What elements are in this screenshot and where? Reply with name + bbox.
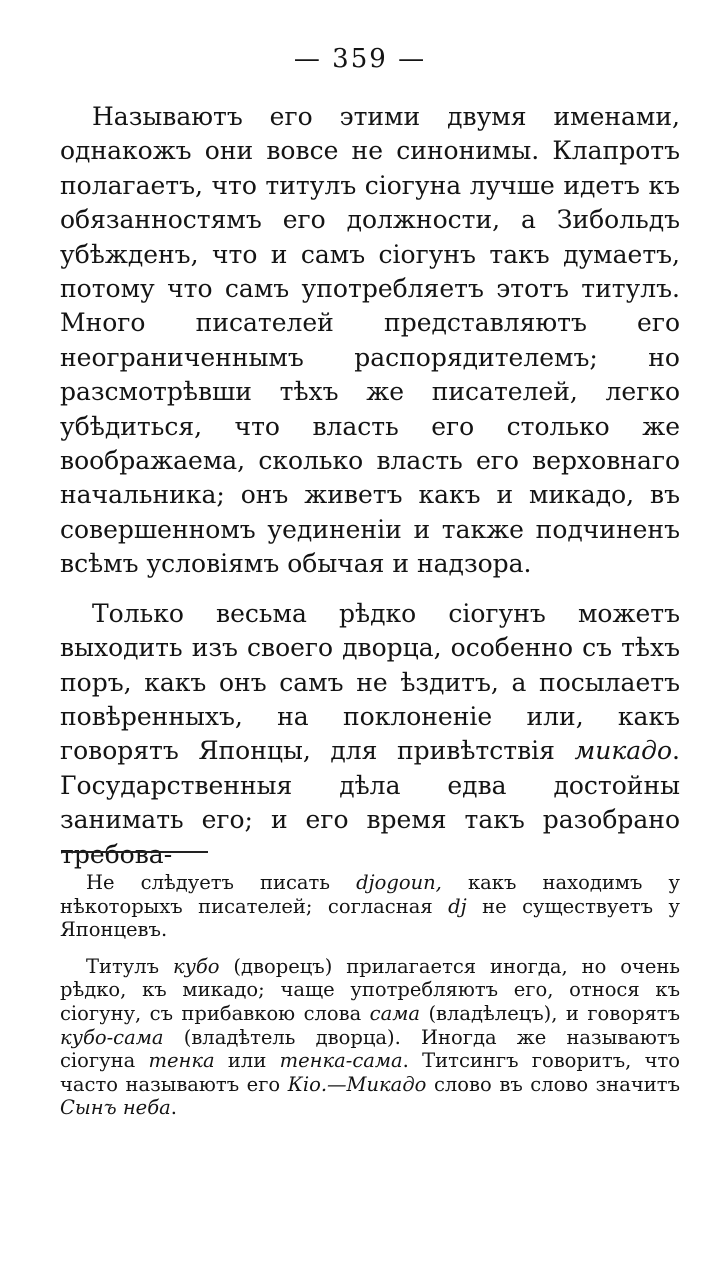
footnote-separator — [62, 851, 208, 853]
page-number: — 359 — — [293, 44, 427, 74]
footnote-2 — [60, 955, 680, 1120]
paragraph-2-text-a: Только весьма рѣдко сіогунъ можетъ выходить изъ своего дворца, особенно съ тѣхъ поръ, какъ онъ самъ не ѣздитъ, а посылаетъ повѣренныхъ, на поклоненіе или, какъ говорятъ Японцы, для привѣтствія — [60, 598, 680, 766]
paragraph-2-italic-mikado: микадо — [574, 736, 673, 766]
footnote-1-italic-dj: dj — [448, 894, 467, 918]
footnote-2-italic-tenka-sama: тенка-сама — [279, 1049, 403, 1073]
footnote-2-text-b: (дворецъ) прилагается иногда, но очень рѣдко, къ микадо; чаще употребляютъ его, относя къ сіогуну, съ прибавкою слова — [60, 954, 680, 1025]
main-text — [60, 100, 680, 872]
paragraph-2 — [60, 597, 680, 872]
footnote-2-italic-syn-neba: Сынъ неба — [60, 1096, 171, 1120]
footnote-2-italic-kubo: кубо — [172, 954, 220, 978]
footnotes — [60, 871, 680, 1120]
footnote-2-text-h: . — [170, 1096, 177, 1120]
footnote-2-italic-sama: сама — [369, 1001, 421, 1025]
footnote-2-text-d: (владѣтель дворца). Иногда же называютъ сіогуна — [60, 1025, 680, 1073]
footnote-2-text-e: или — [214, 1049, 280, 1073]
footnote-2-text-a: Титулъ — [86, 954, 173, 978]
footnote-1-text-b: какъ находимъ у нѣкоторыхъ писателей; согласная — [60, 871, 680, 918]
footnote-2-text-f: . Титсингъ говоритъ, что часто называютъ его — [60, 1049, 680, 1096]
paragraph-2-text-b: . Государственныя дѣла едва достойны занимать его; и его время такъ разобрано требова- — [60, 736, 680, 869]
footnote-1-text-a: Не слѣдуетъ писать — [86, 871, 357, 894]
paragraph-1 — [60, 100, 680, 582]
footnote-1-italic-djogoun: djogoun, — [356, 871, 442, 894]
footnote-2-text-c: (владѣлецъ), и говорятъ — [420, 1001, 680, 1025]
paragraph-1-text: Называютъ его этими двумя именами, однакожъ они вовсе не синонимы. Клапротъ полагаетъ, что титулъ сіогуна лучше идетъ къ обязанностямъ его должности, а Зибольдъ убѣжденъ, что и самъ сіогунъ такъ думаетъ, потому что самъ употребляетъ этотъ титулъ. Много писателей представляютъ его неограниченнымъ распорядителемъ; но разсмотрѣвши тѣхъ же писателей, легко убѣдиться, что власть его столько же воображаема, сколько власть его верховнаго начальника; онъ живетъ какъ и микадо, въ совершенномъ уединеніи и также подчиненъ всѣмъ условіямъ обычая и надзора. — [60, 102, 680, 579]
footnote-1-text-c: не существуетъ у Японцевъ. — [60, 894, 680, 942]
footnote-2-text-g: слово въ слово значитъ — [426, 1072, 680, 1096]
footnote-2-italic-kubo-sama: кубо-сама — [60, 1025, 164, 1049]
footnote-2-italic-kio-mikado: Кіо.—Микадо — [287, 1072, 427, 1096]
footnote-2-italic-tenka: тенка — [148, 1049, 215, 1073]
footnote-1 — [60, 871, 680, 942]
